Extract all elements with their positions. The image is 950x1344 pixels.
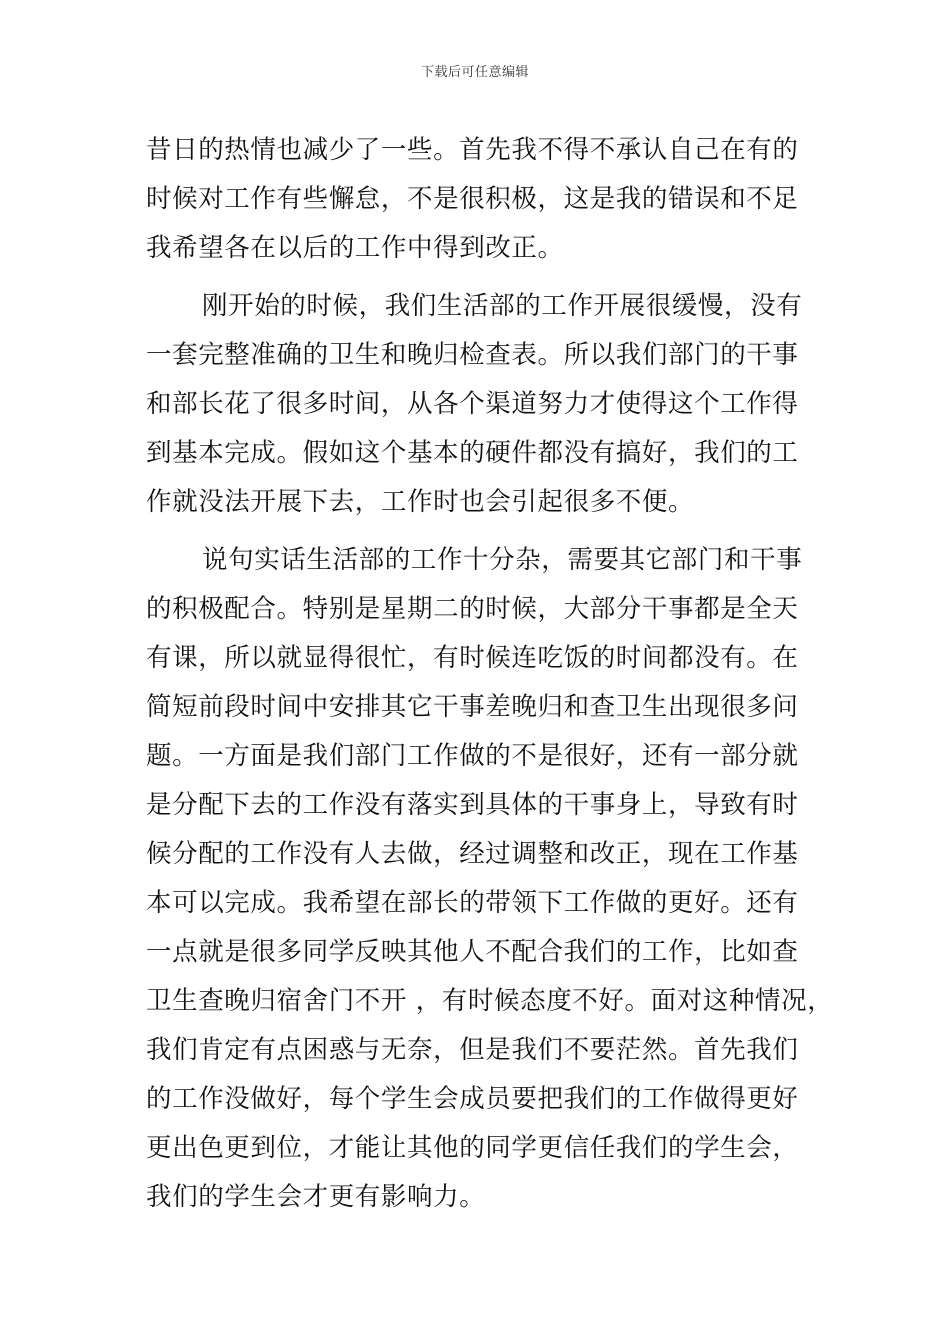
document-body xyxy=(146,126,834,1222)
text-line: 我们肯定有点困惑与无奈，但是我们不要茫然。首先我们 xyxy=(146,1035,799,1065)
text-line: 候分配的工作没有人去做，经过调整和改正，现在工作基 xyxy=(146,839,799,869)
text-line: 的工作没做好，每个学生会成员要把我们的工作做得更好 xyxy=(146,1084,799,1114)
paragraph-3 xyxy=(146,536,834,1222)
text-line: 的积极配合。特别是星期二的时候，大部分干事都是全天 xyxy=(146,594,799,624)
text-line: 作就没法开展下去，工作时也会引起很多不便。 xyxy=(146,487,695,517)
text-line: 昔日的热情也减少了一些。首先我不得不承认自己在有的 xyxy=(146,135,799,165)
text-line: 一点就是很多同学反映其他人不配合我们的工作，比如查 xyxy=(146,937,799,967)
paragraph-2 xyxy=(146,282,826,527)
text-line: 有课，所以就显得很忙，有时候连吃饭的时间都没有。在 xyxy=(146,643,799,673)
text-line: 刚开始的时候，我们生活部的工作开展很缓慢，没有 xyxy=(202,291,803,321)
text-line: 说句实话生活部的工作十分杂，需要其它部门和干事 xyxy=(202,545,803,575)
page-header-note: 下载后可任意编辑 xyxy=(420,65,529,80)
text-line: 卫生查晚归宿舍门不开 ，有时候态度不好。面对这种情况， xyxy=(146,986,834,1016)
text-line: 一套完整准确的卫生和晚归检查表。所以我们部门的干事 xyxy=(146,340,799,370)
text-line: 时候对工作有些懈怠，不是很积极，这是我的错误和不足 xyxy=(146,184,799,214)
text-line: 到基本完成。假如这个基本的硬件都没有搞好，我们的工 xyxy=(146,438,799,468)
text-line: 更出色更到位，才能让其他的同学更信任我们的学生会， xyxy=(146,1133,799,1163)
text-line: 简短前段时间中安排其它干事差晚归和查卫生出现很多问 xyxy=(146,692,799,722)
text-line: 我们的学生会才更有影响力。 xyxy=(146,1182,486,1212)
text-line: 我希望各在以后的工作中得到改正。 xyxy=(146,233,564,263)
text-line: 是分配下去的工作没有落实到具体的干事身上，导致有时 xyxy=(146,790,799,820)
text-line: 和部长花了很多时间，从各个渠道努力才使得这个工作得 xyxy=(146,389,799,419)
text-line: 本可以完成。我希望在部长的带领下工作做的更好。还有 xyxy=(146,888,799,918)
paragraph-1 xyxy=(146,126,826,273)
text-line: 题。一方面是我们部门工作做的不是很好，还有一部分就 xyxy=(146,741,799,771)
